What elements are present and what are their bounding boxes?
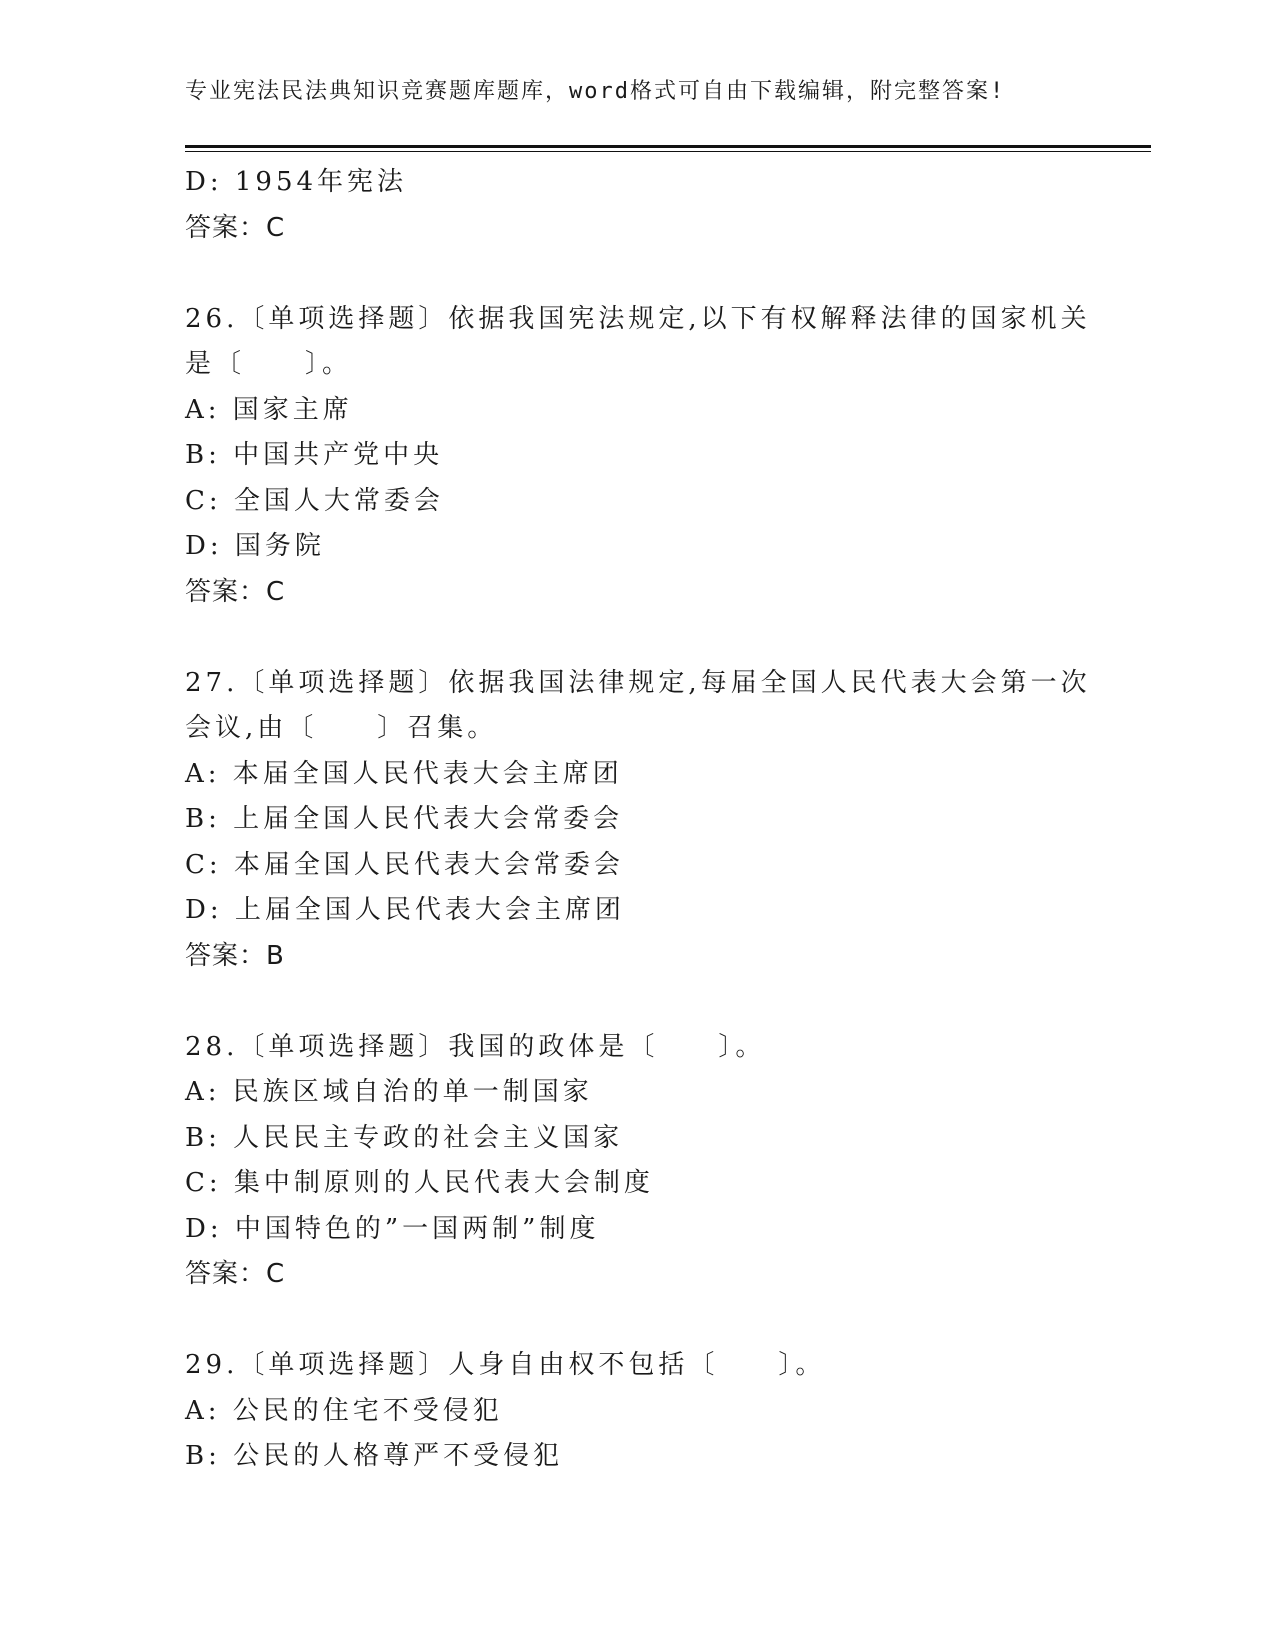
question-line: 27.〔单项选择题〕依据我国法律规定,每届全国人民代表大会第一次 — [185, 667, 1091, 698]
option-line: A: 国家主席 — [185, 394, 353, 425]
option-line: D: 1954年宪法 — [185, 167, 408, 197]
option-line: A: 本届全国人民代表大会主席团 — [185, 758, 623, 789]
header-rule-thick — [185, 145, 1151, 148]
blank-line — [185, 979, 1085, 1025]
question-line: 28.〔单项选择题〕我国的政体是〔 〕。 — [185, 1031, 766, 1062]
question-line: 26.〔单项选择题〕依据我国宪法规定,以下有权解释法律的国家机关 — [185, 303, 1091, 334]
blank-line — [185, 1298, 1085, 1344]
answer-line: 答案：B — [185, 940, 285, 971]
option-line: B: 公民的人格尊严不受侵犯 — [185, 1441, 564, 1471]
question-line: 会议,由〔 〕召集。 — [185, 713, 498, 743]
question-list — [185, 160, 1091, 1480]
option-line: B: 上届全国人民代表大会常委会 — [185, 804, 624, 834]
answer-line: 答案：C — [185, 212, 286, 243]
question-line: 29.〔单项选择题〕人身自由权不包括〔 〕。 — [185, 1350, 826, 1380]
option-line: A: 公民的住宅不受侵犯 — [185, 1395, 503, 1426]
answer-line: 答案：C — [185, 576, 286, 607]
question-line: 是〔 〕。 — [185, 349, 353, 379]
blank-line — [185, 251, 1085, 297]
option-line: B: 人民民主专政的社会主义国家 — [185, 1122, 624, 1153]
option-line: C: 集中制原则的人民代表大会制度 — [185, 1168, 654, 1198]
option-line: A: 民族区域自治的单一制国家 — [185, 1077, 593, 1107]
option-line: D: 国务院 — [185, 531, 325, 561]
option-line: D: 中国特色的”一国两制”制度 — [185, 1213, 600, 1244]
option-line: D: 上届全国人民代表大会主席团 — [185, 895, 625, 925]
blank-line — [185, 615, 1085, 661]
header-rule-thin — [185, 151, 1151, 152]
option-line: C: 全国人大常委会 — [185, 485, 444, 516]
option-line: B: 中国共产党中央 — [185, 440, 444, 470]
page-header: 专业宪法民法典知识竞赛题库题库，word格式可自由下载编辑，附完整答案! — [185, 79, 1006, 104]
option-line: C: 本届全国人民代表大会常委会 — [185, 849, 624, 880]
answer-line: 答案：C — [185, 1259, 286, 1289]
